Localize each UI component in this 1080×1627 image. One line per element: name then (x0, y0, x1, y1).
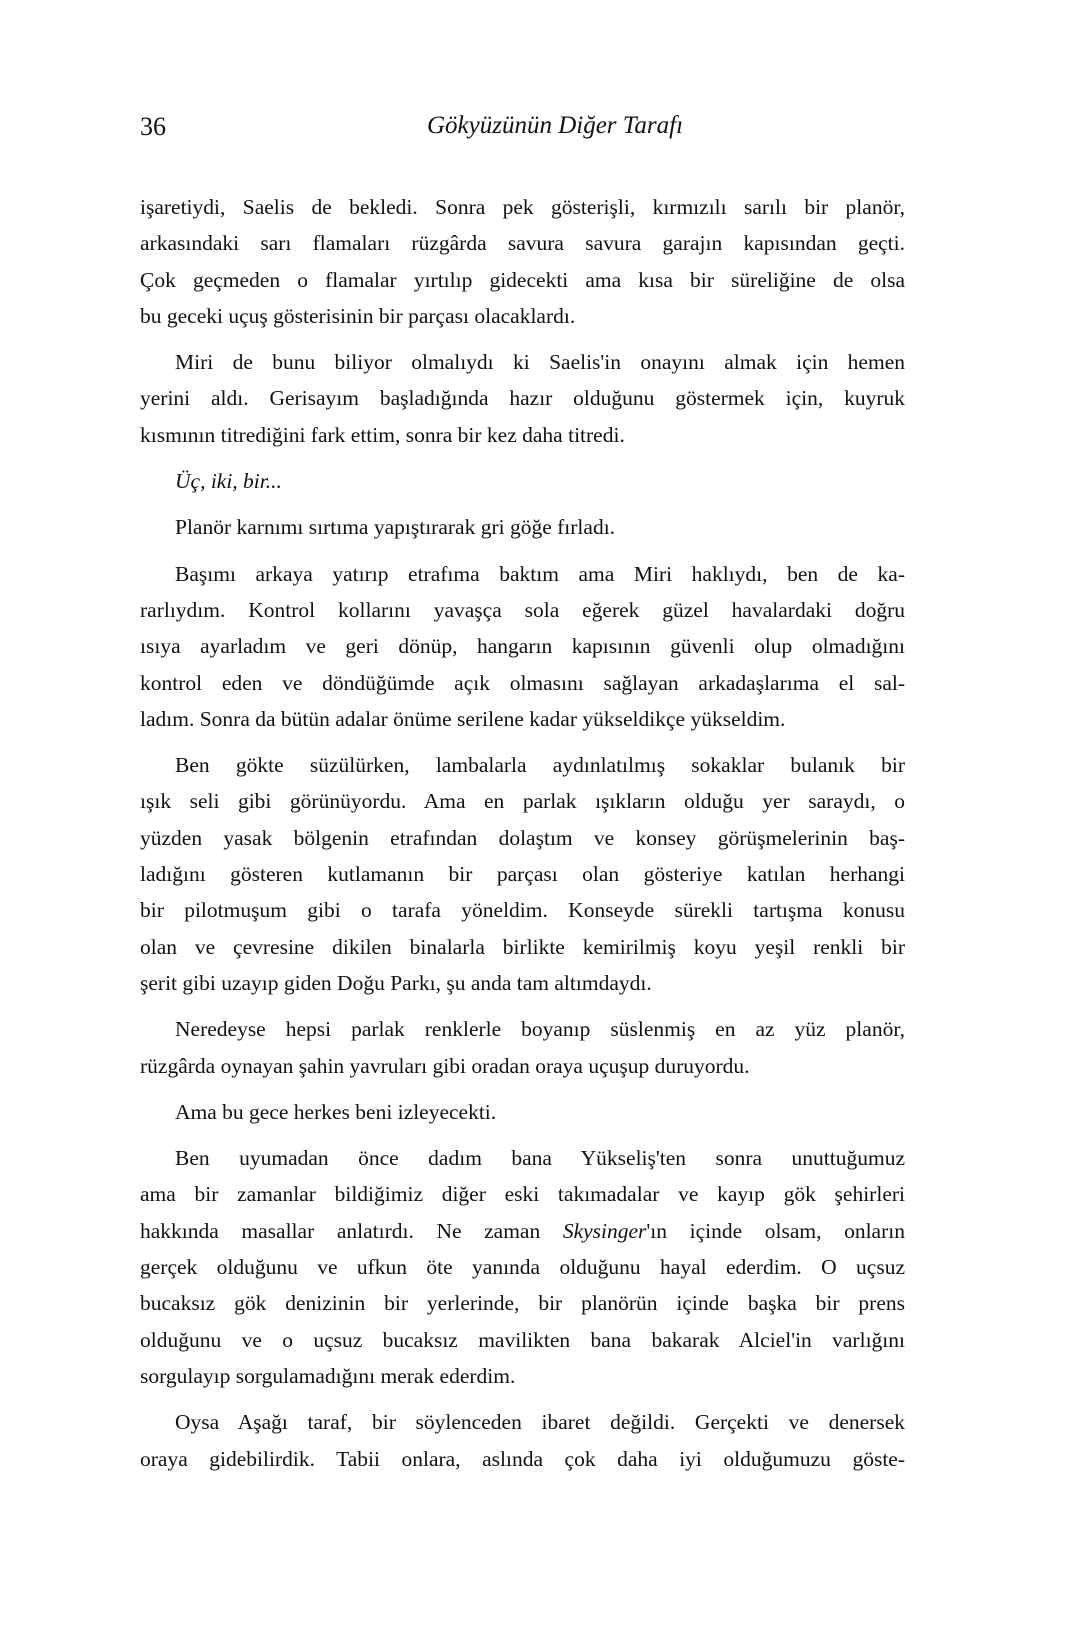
body-text (140, 189, 905, 1487)
text-line: Miri de bunu biliyor olmalıydı ki Saelis'in onayını almak için hemen (175, 350, 905, 375)
text-line: ladım. Sonra da bütün adalar önüme serilene kadar yükseldikçe yükseldim. (140, 706, 786, 731)
text-line: ladığını gösteren kutlamanın bir parçası olan gösteriye katılan herhangi (140, 862, 905, 887)
text-line: olan ve çevresine dikilen binalarla birlikte kemirilmiş koyu yeşil renkli bir (140, 934, 905, 959)
text-line: ama bir zamanlar bildiğimiz diğer eski takımadalar ve kayıp gök şehirleri (140, 1182, 905, 1207)
text-line: Oysa Aşağı taraf, bir söylenceden ibaret değildi. Gerçekti ve denersek (175, 1410, 905, 1435)
paragraph (140, 556, 905, 737)
text-line: Ben gökte süzülürken, lambalarla aydınlatılmış sokaklar bulanık bir (175, 753, 905, 778)
paragraph (140, 1404, 905, 1477)
paragraph (140, 1140, 905, 1394)
text-line: yerini aldı. Gerisayım başladığında hazır olduğunu göstermek için, kuyruk (140, 386, 905, 411)
text-segment: hakkında masallar anlatırdı. Ne zaman (140, 1218, 563, 1243)
text-line: Ama bu gece herkes beni izleyecekti. (175, 1099, 497, 1124)
text-line: rüzgârda oynayan şahin yavruları gibi oradan oraya uçuşup duruyordu. (140, 1053, 750, 1078)
paragraph (140, 509, 905, 545)
text-line: bu geceki uçuş gösterisinin bir parçası olacaklardı. (140, 303, 576, 328)
text-line: şerit gibi uzayıp giden Doğu Parkı, şu anda tam altımdaydı. (140, 970, 652, 995)
text-line: ışık seli gibi görünüyordu. Ama en parlak ışıkların olduğu yer saraydı, o (140, 789, 905, 814)
text-line: oraya gidebilirdik. Tabii onlara, aslında çok daha iyi olduğumuzu göste- (140, 1446, 905, 1471)
paragraph (140, 344, 905, 453)
text-line: Ben uyumadan önce dadım bana Yükseliş'ten sonra unuttuğumuz (175, 1146, 905, 1171)
text-line: sorgulayıp sorgulamadığını merak ederdim. (140, 1363, 516, 1388)
text-line: Çok geçmeden o flamalar yırtılıp gidecekti ama kısa bir süreliğine de olsa (140, 267, 905, 292)
italic-title: Skysinger (562, 1218, 647, 1243)
paragraph (140, 1011, 905, 1084)
text-line: Neredeyse hepsi parlak renklerle boyanıp süslenmiş en az yüz planör, (175, 1017, 905, 1042)
paragraph (140, 463, 905, 499)
text-line (140, 1213, 905, 1249)
text-line: olduğunu ve o uçsuz bucaksız mavilikten bana bakarak Alciel'in varlığını (140, 1327, 905, 1352)
text-line: ısıya ayarladım ve geri dönüp, hangarın kapısının güvenli olup olmadığını (140, 634, 905, 659)
text-line: kısmının titrediğini fark ettim, sonra bir kez daha titredi. (140, 422, 625, 447)
page-number: 36 (140, 112, 166, 141)
text-line: rarlıydım. Kontrol kollarını yavaşça sola eğerek güzel havalardaki doğru (140, 597, 905, 622)
paragraph (140, 189, 905, 334)
paragraph (140, 747, 905, 1001)
text-segment: 'ın içinde olsam, onların (646, 1218, 905, 1243)
text-line: bir pilotmuşum gibi o tarafa yöneldim. Konseyde sürekli tartışma konusu (140, 898, 905, 923)
text-line: işaretiydi, Saelis de bekledi. Sonra pek gösterişli, kırmızılı sarılı bir planör, (140, 195, 905, 219)
text-line: Planör karnımı sırtıma yapıştırarak gri göğe fırladı. (175, 515, 616, 540)
text-line: Üç, iki, bir... (175, 469, 282, 494)
running-title: Gökyüzünün Diğer Tarafı (426, 112, 684, 139)
text-line: Başımı arkaya yatırıp etrafıma baktım ama Miri haklıydı, ben de ka- (175, 561, 905, 586)
text-line: kontrol eden ve döndüğümde açık olmasını sağlayan arkadaşlarıma el sal- (140, 670, 905, 695)
text-line: arkasındaki sarı flamaları rüzgârda savura savura garajın kapısından geçti. (140, 231, 905, 256)
text-line: bucaksız gök denizinin bir yerlerinde, bir planörün içinde başka bir prens (140, 1291, 905, 1316)
text-line: gerçek olduğunu ve ufkun öte yanında olduğunu hayal ederdim. O uçsuz (140, 1255, 905, 1280)
text-line: yüzden yasak bölgenin etrafından dolaştım ve konsey görüşmelerinin baş- (140, 825, 905, 850)
paragraph (140, 1094, 905, 1130)
